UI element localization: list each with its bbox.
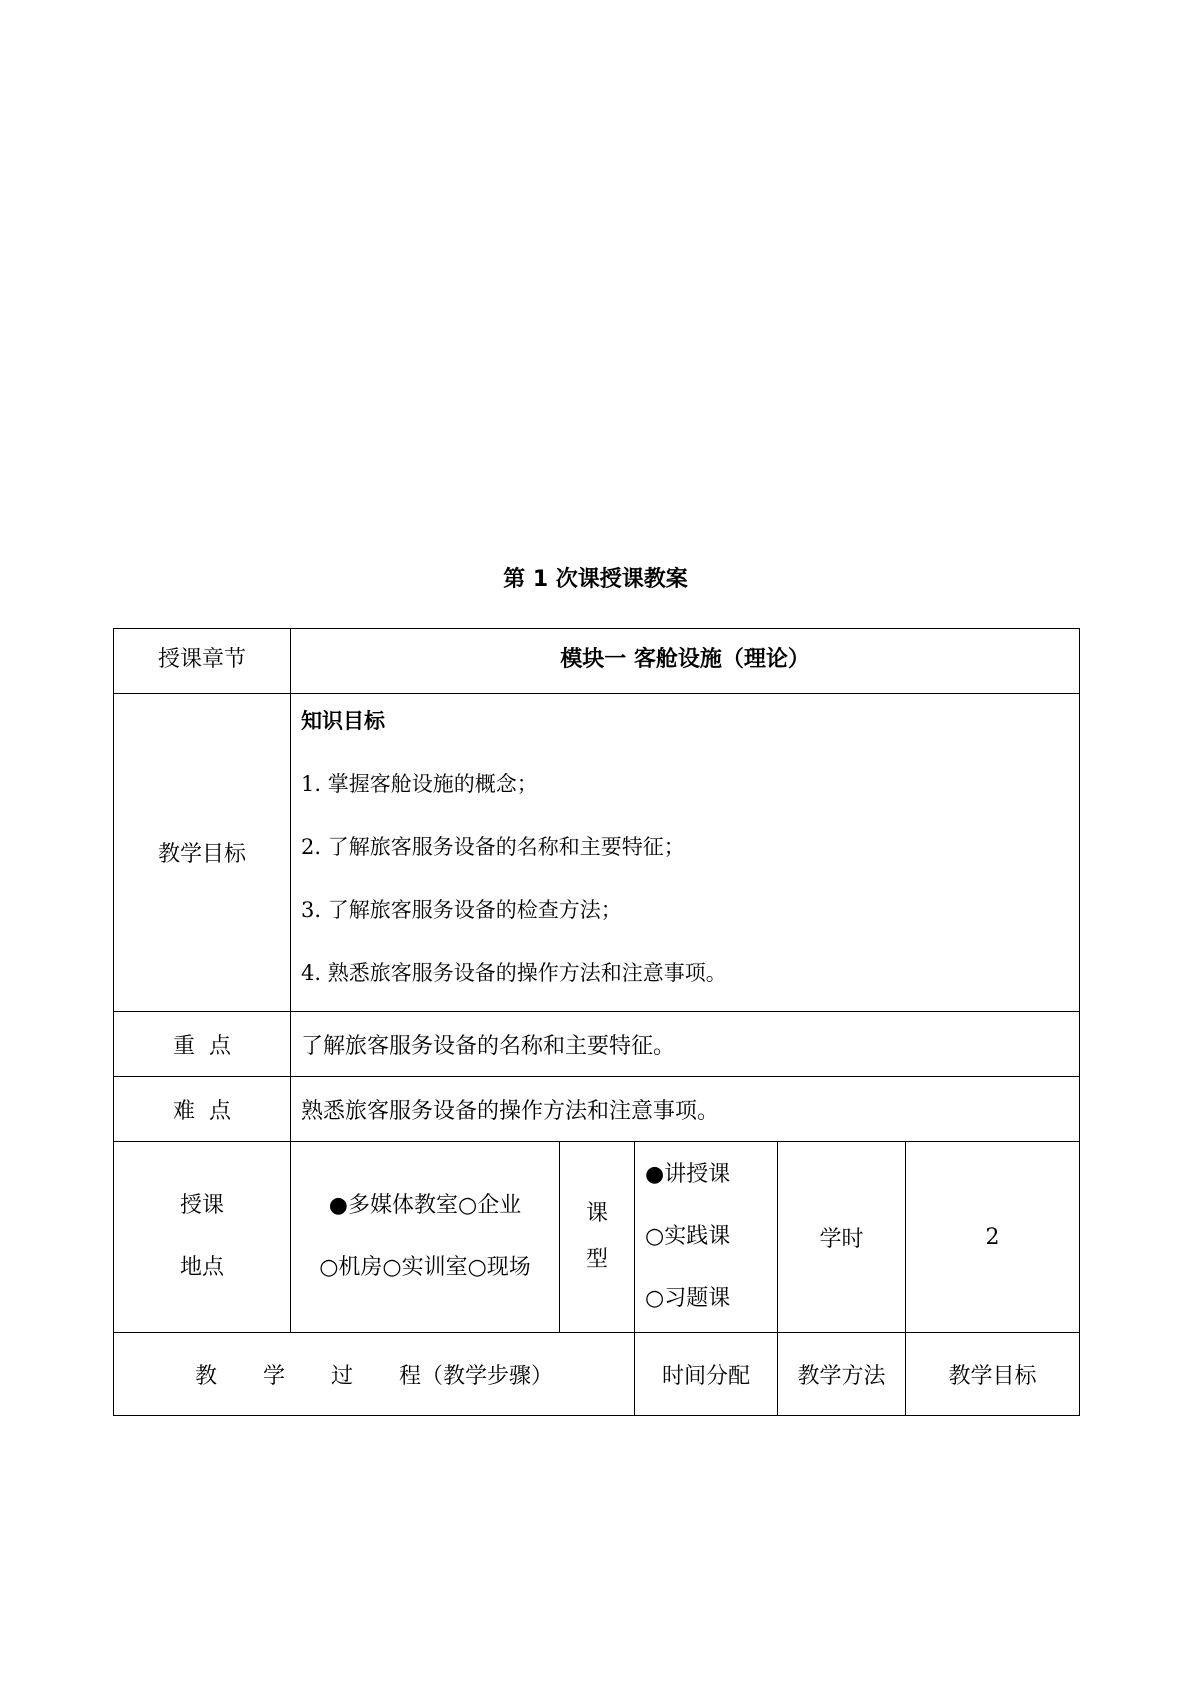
objectives-heading: 知识目标 <box>301 709 385 733</box>
objectives-label: 教学目标 <box>114 694 291 1012</box>
teaching-method-header: 教学方法 <box>778 1333 906 1416</box>
difficulty-value: 熟悉旅客服务设备的操作方法和注意事项。 <box>291 1077 1080 1142</box>
key-point-label: 重 点 <box>114 1012 291 1077</box>
location-row <box>114 1142 1080 1333</box>
process-header: 教 学 过 程（教学步骤） <box>114 1333 635 1416</box>
objective-item: 4. 熟悉旅客服务设备的操作方法和注意事项。 <box>301 961 727 985</box>
chapter-value: 模块一 客舱设施（理论） <box>291 629 1080 694</box>
objective-item: 2. 了解旅客服务设备的名称和主要特征； <box>301 835 685 859</box>
difficulty-label: 难 点 <box>114 1077 291 1142</box>
hours-label: 学时 <box>778 1142 906 1333</box>
location-options <box>291 1142 560 1333</box>
course-type-option: ○实践课 <box>645 1224 731 1249</box>
course-type-option: ●讲授课 <box>645 1162 731 1187</box>
key-point-row <box>114 1012 1080 1077</box>
hours-value: 2 <box>906 1142 1080 1333</box>
objectives-content <box>291 694 1080 1012</box>
objective-item: 1. 掌握客舱设施的概念； <box>301 772 538 796</box>
course-type-label: 课 型 <box>560 1142 635 1333</box>
chapter-row <box>114 629 1080 694</box>
lesson-plan-table <box>113 628 1080 1416</box>
location-options-line: ○机房○实训室○现场 <box>319 1255 531 1280</box>
location-label: 授课 地点 <box>114 1142 291 1333</box>
course-type-options <box>635 1142 778 1333</box>
location-options-line: ●多媒体教室○企业 <box>328 1193 522 1218</box>
difficulty-row <box>114 1077 1080 1142</box>
objective-item: 3. 了解旅客服务设备的检查方法； <box>301 898 622 922</box>
course-type-option: ○习题课 <box>645 1286 731 1311</box>
objectives-row <box>114 694 1080 1012</box>
time-allocation-header: 时间分配 <box>635 1333 778 1416</box>
key-point-value: 了解旅客服务设备的名称和主要特征。 <box>291 1012 1080 1077</box>
page-title: 第 1 次课授课教案 <box>503 567 688 592</box>
teaching-goal-header: 教学目标 <box>906 1333 1080 1416</box>
process-header-row <box>114 1333 1080 1416</box>
chapter-label: 授课章节 <box>114 629 291 694</box>
